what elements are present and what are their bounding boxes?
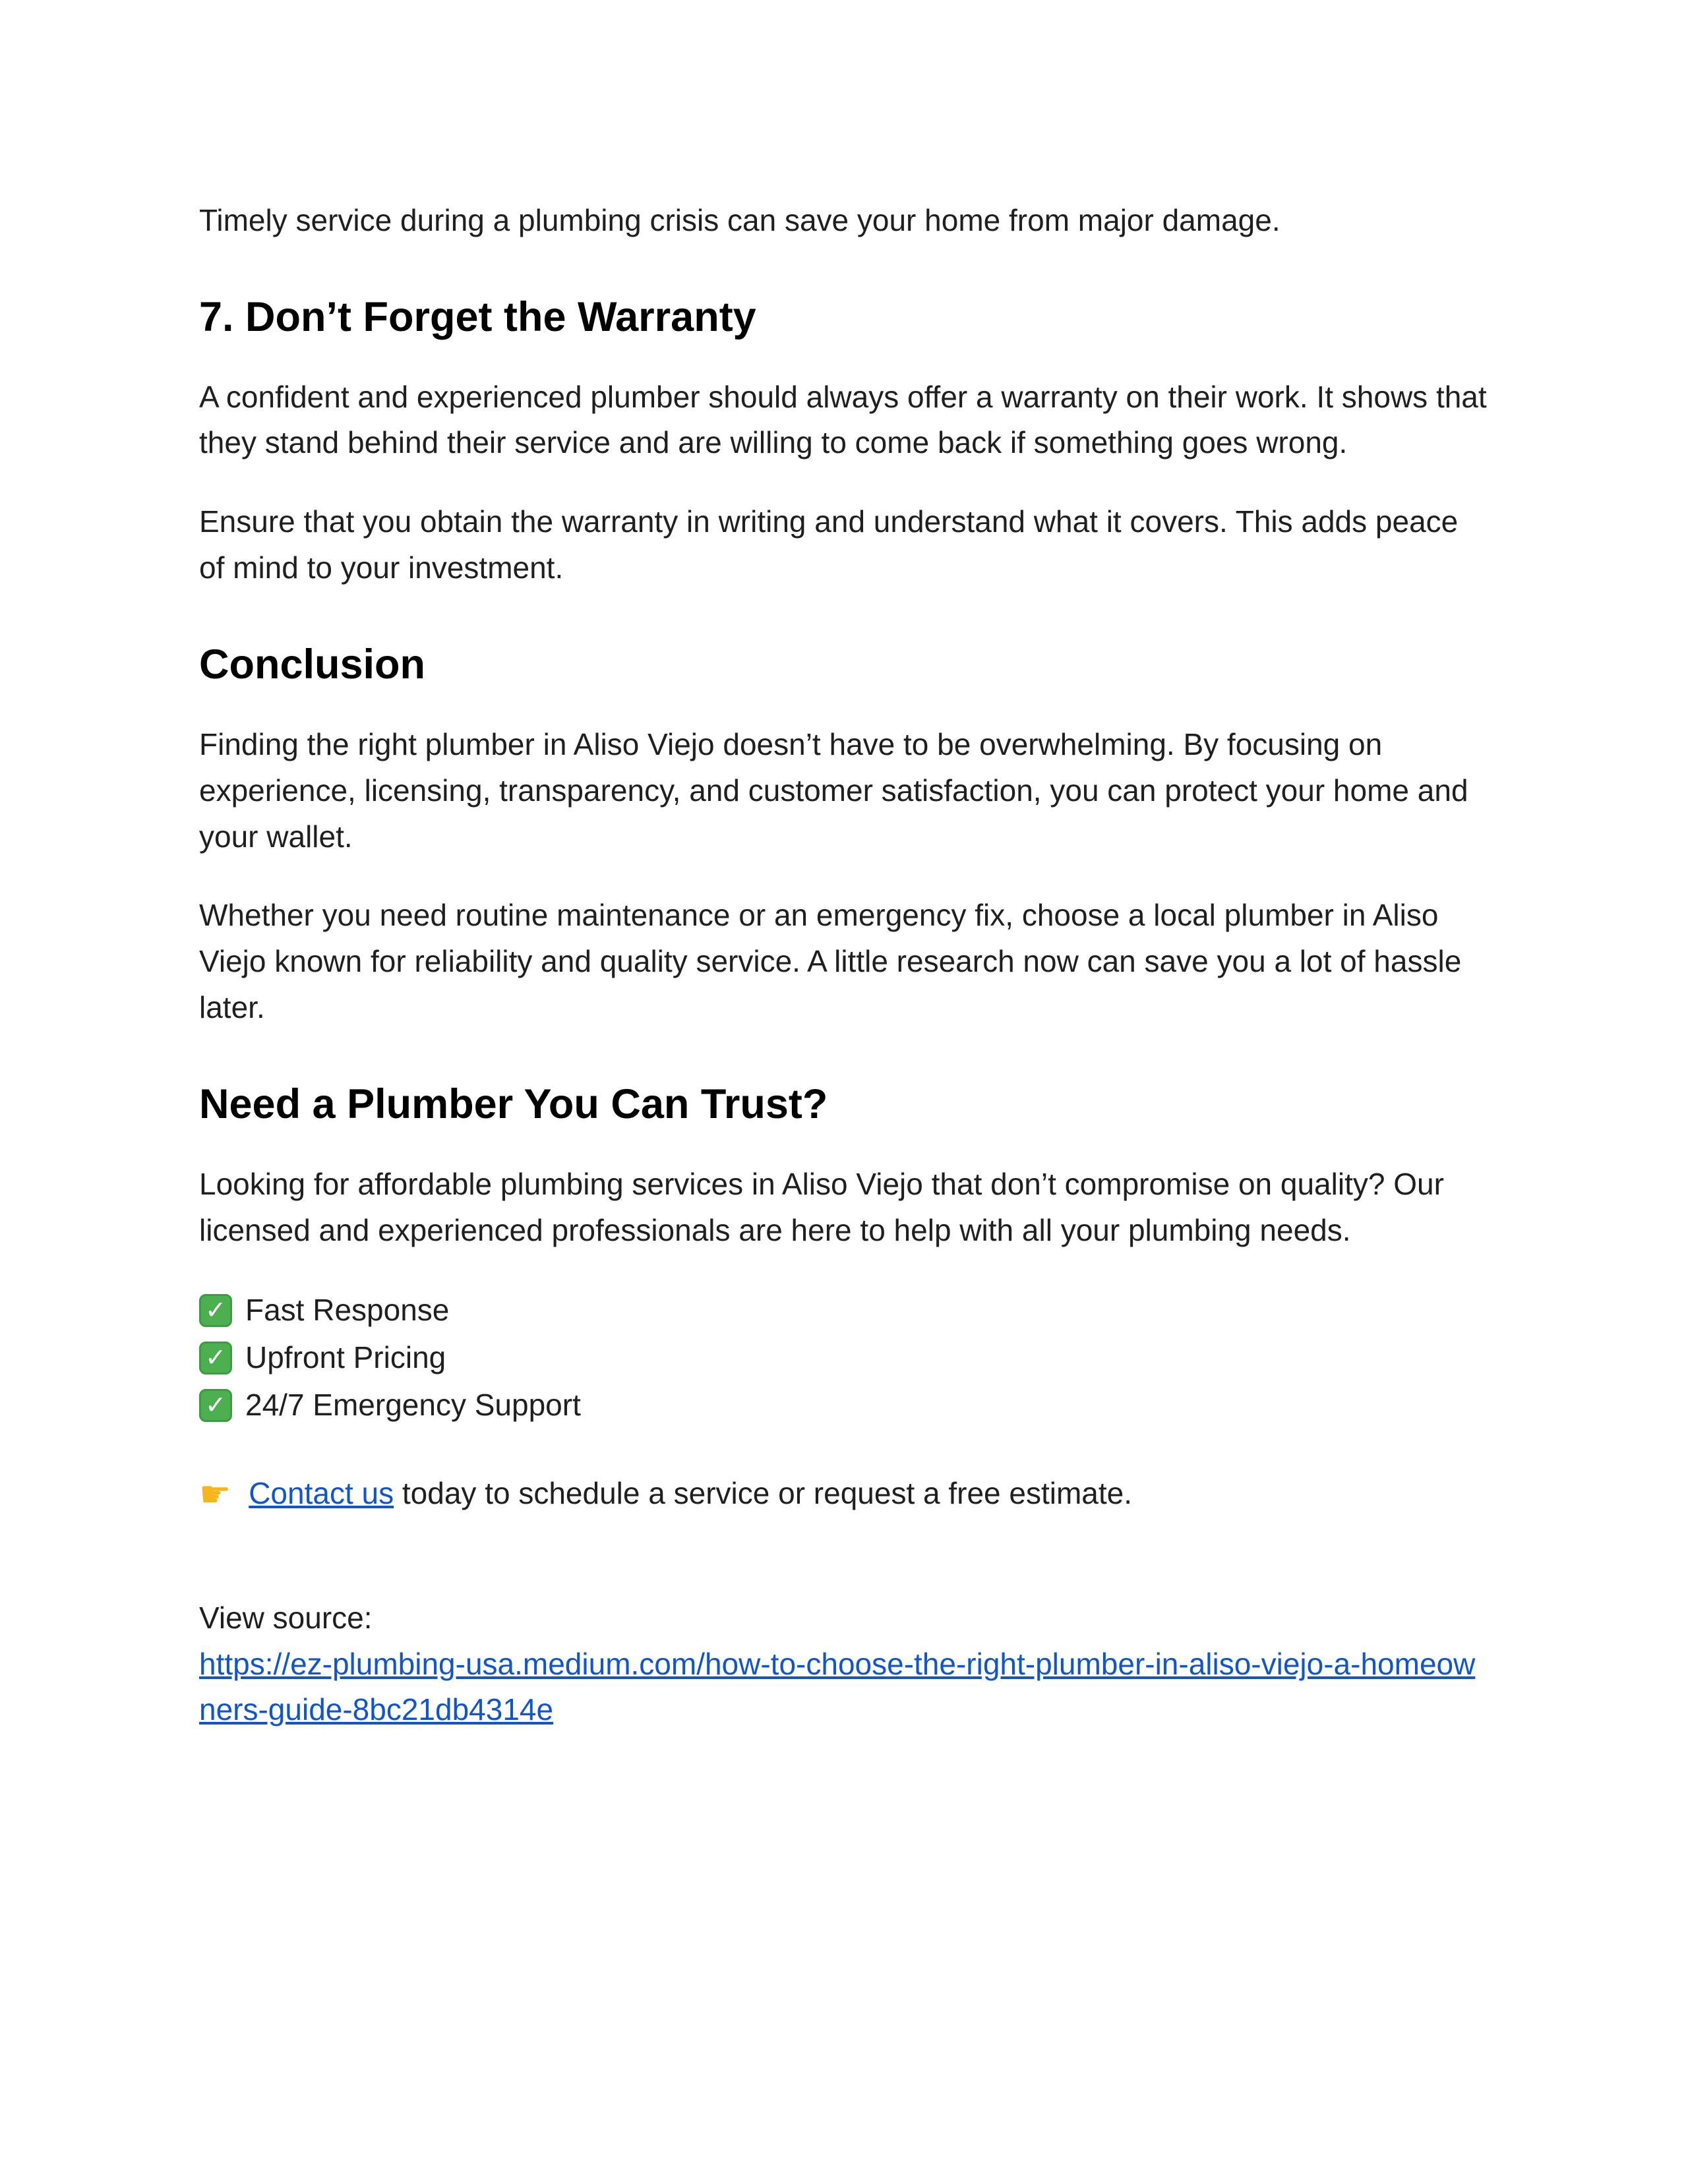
source-url-link[interactable]: https://ez-plumbing-usa.medium.com/how-to-choose-the-right-plumber-in-aliso-viejo-a-homeowners-guide-8bc21db4314e — [199, 1646, 1476, 1727]
heading-cta: Need a Plumber You Can Trust? — [199, 1081, 828, 1128]
feature-item-upfront-pricing — [199, 1334, 1489, 1382]
check-icon: ✓ — [199, 1389, 232, 1422]
contact-us-link[interactable]: Contact us — [249, 1475, 394, 1510]
feature-item-emergency-support — [199, 1382, 1489, 1429]
intro-paragraph: Timely service during a plumbing crisis can save your home from major damage. — [199, 203, 1281, 237]
contact-line-text: today to schedule a service or request a free estimate. — [394, 1475, 1133, 1510]
feature-label: Fast Response — [245, 1292, 450, 1327]
conclusion-paragraph-1: Finding the right plumber in Aliso Viejo doesn’t have to be overwhelming. By focusing on experience, licensing, transparency, and customer satisfaction, you can protect your home and your wallet. — [199, 726, 1468, 854]
pointing-finger-icon: ☛ — [199, 1473, 231, 1515]
heading-conclusion: Conclusion — [199, 641, 425, 688]
feature-item-fast-response — [199, 1287, 1489, 1334]
view-source-label: View source: — [199, 1600, 373, 1635]
warranty-paragraph-1: A confident and experienced plumber should always offer a warranty on their work. It shows that they stand behind their service and are willing to come back if something goes wrong. — [199, 379, 1487, 460]
contact-line — [199, 1467, 1489, 1521]
cta-paragraph: Looking for affordable plumbing services in Aliso Viejo that don’t compromise on quality? Our licensed and experienced professionals are here to help with all your plumbing needs. — [199, 1166, 1444, 1247]
heading-warranty: 7. Don’t Forget the Warranty — [199, 293, 756, 340]
check-icon: ✓ — [199, 1342, 232, 1374]
warranty-paragraph-2: Ensure that you obtain the warranty in writing and understand what it covers. This adds peace of mind to your investment. — [199, 504, 1459, 585]
feature-list — [199, 1287, 1489, 1429]
check-icon: ✓ — [199, 1294, 232, 1327]
conclusion-paragraph-2: Whether you need routine maintenance or an emergency fix, choose a local plumber in Aliso Viejo known for reliability and quality service. A little research now can save you a lot of hassle later. — [199, 898, 1462, 1025]
feature-label: Upfront Pricing — [245, 1340, 446, 1374]
feature-label: 24/7 Emergency Support — [245, 1387, 581, 1422]
